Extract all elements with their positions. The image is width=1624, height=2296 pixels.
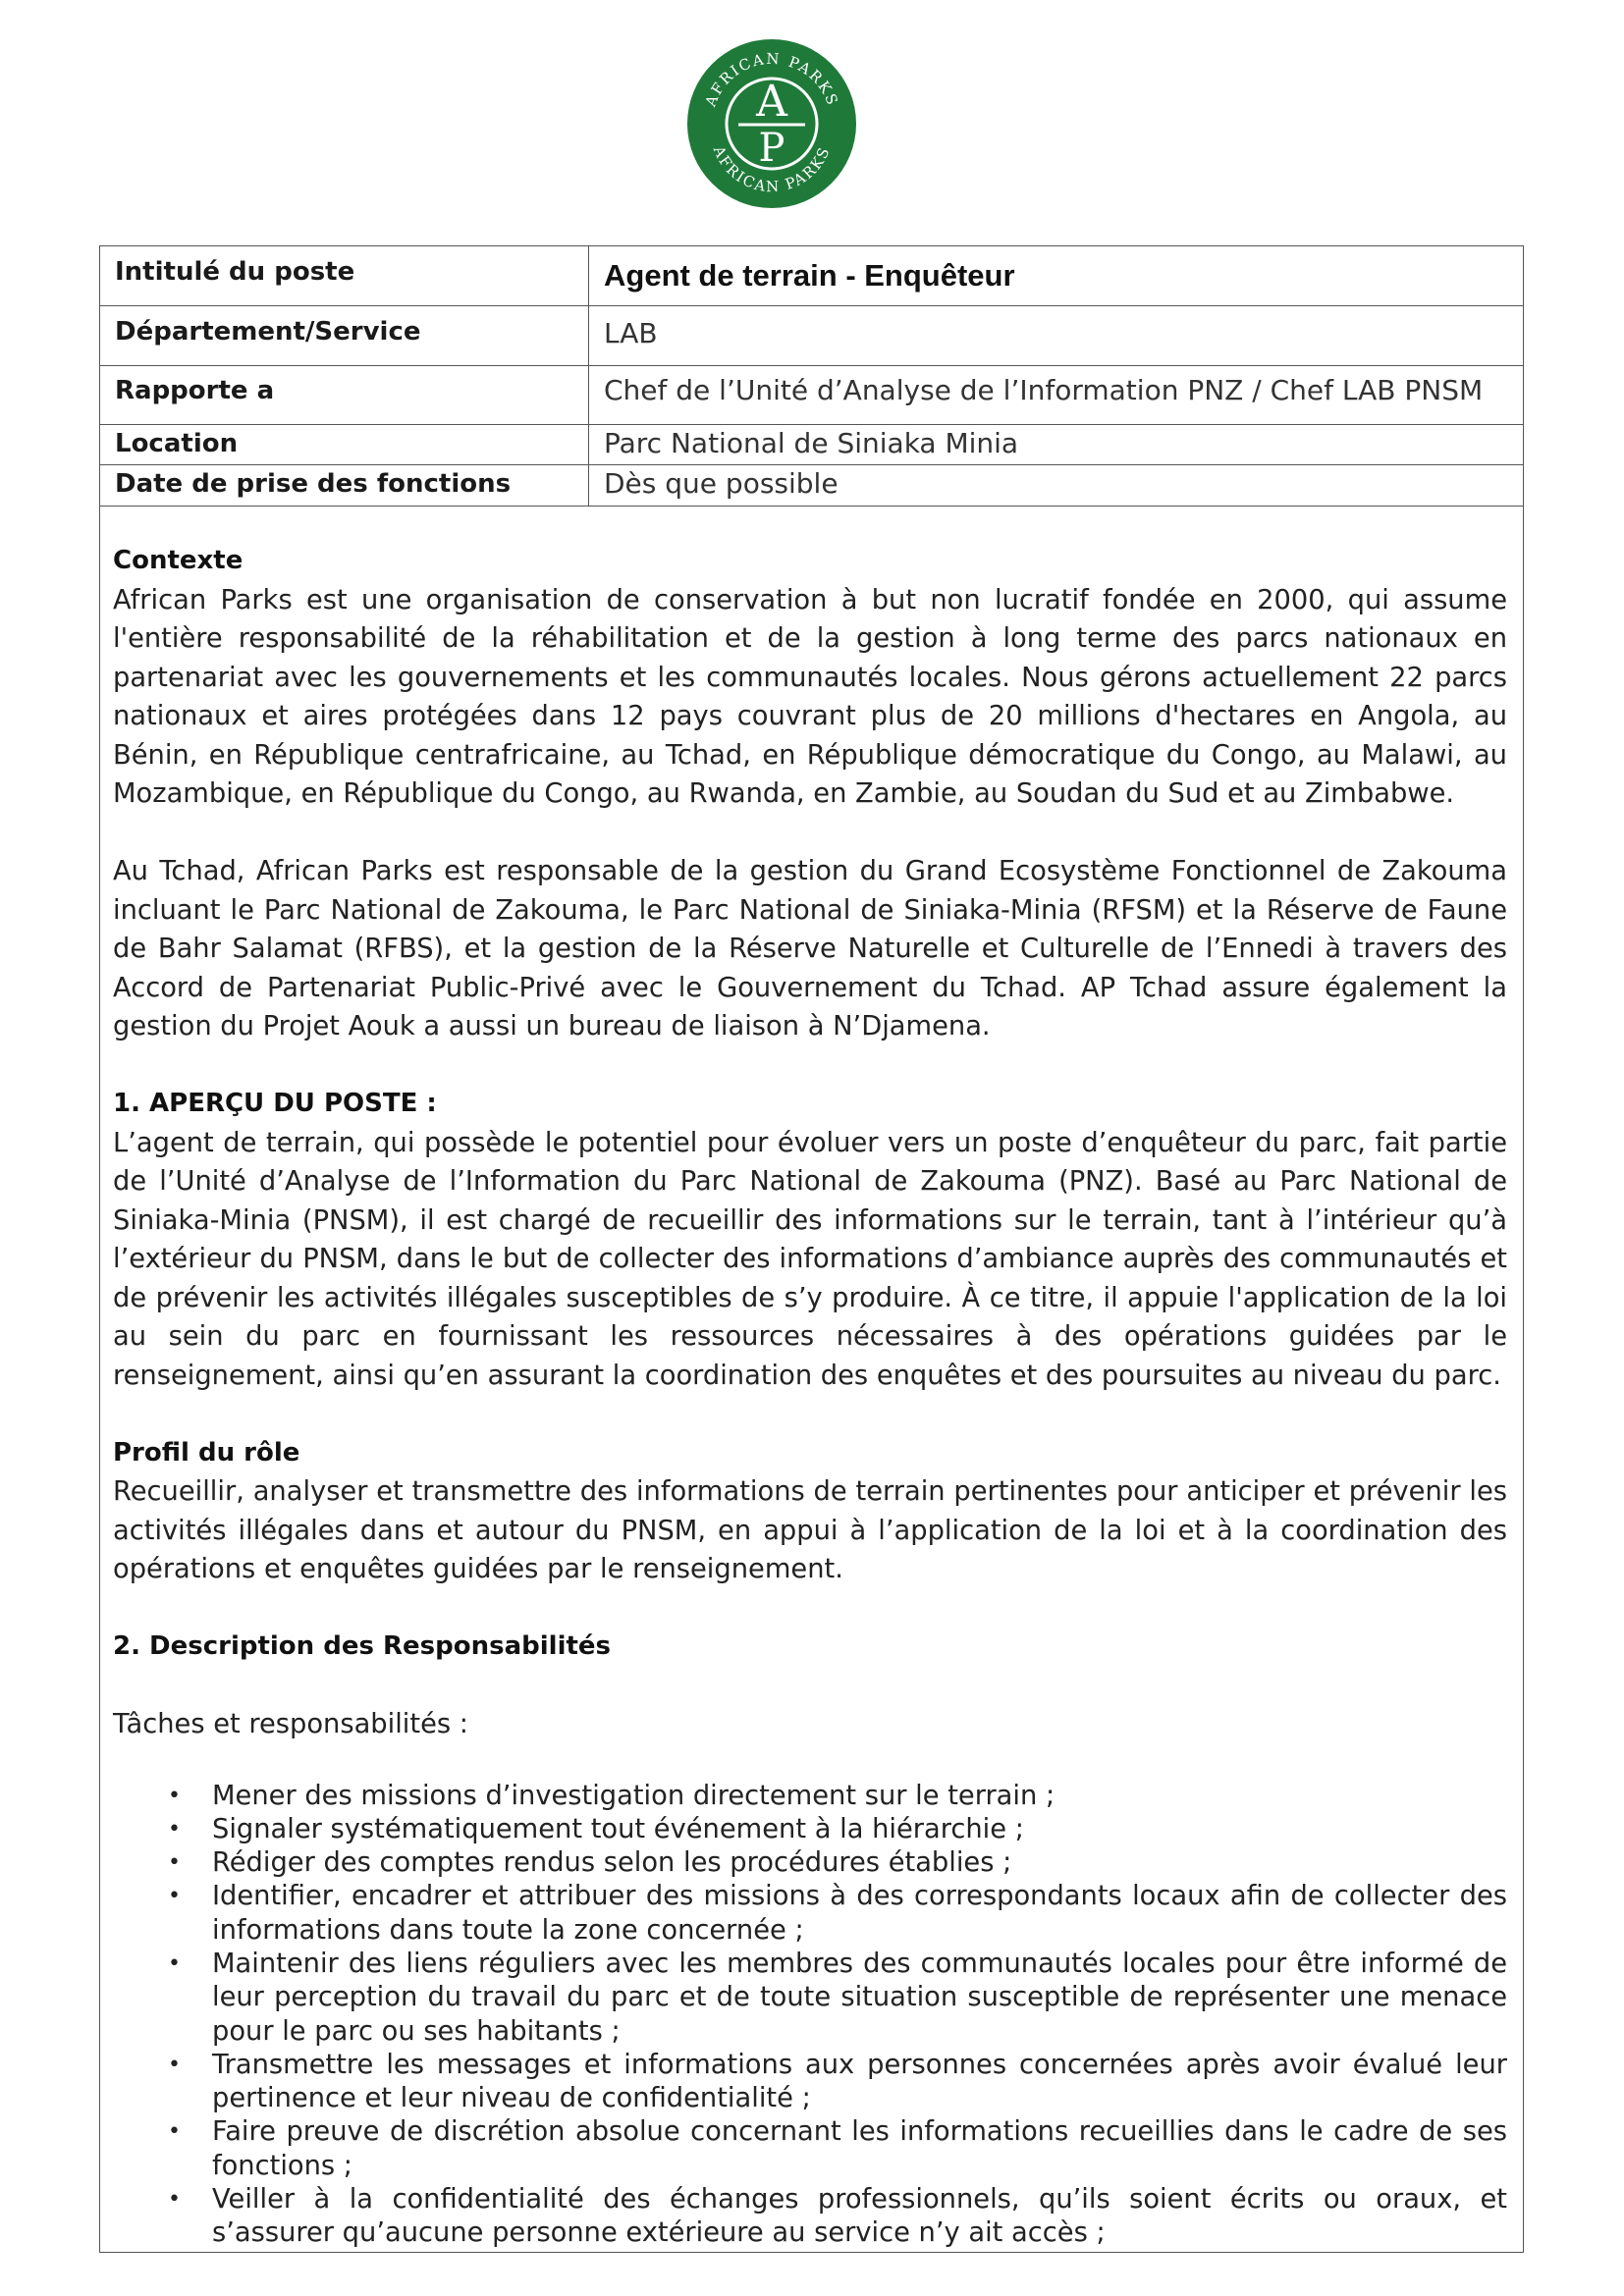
row-department — [100, 306, 1523, 366]
label-department: Département/Service — [100, 306, 589, 365]
list-item: • Mener des missions d’investigation directement sur le terrain ; — [113, 1780, 1507, 1813]
african-parks-logo — [683, 37, 860, 209]
logo-letter-p: P — [758, 126, 785, 171]
value-start-date: Dès que possible — [604, 467, 839, 500]
row-start-date — [100, 465, 1523, 507]
list-item: • Transmettre les messages et informations aux personnes concernées après avoir évalué leur pertinence et leur niveau de confidentialité ; — [168, 2049, 1507, 2114]
bullet-icon: • — [168, 1783, 181, 1808]
logo-bottom-text: AFRICAN PARKS — [709, 143, 835, 196]
bullet-icon: • — [168, 2052, 181, 2077]
task-list — [113, 1780, 1507, 2251]
list-item: • Faire preuve de discrétion absolue concernant les informations recueillies dans le cadre de ses fonctions ; — [168, 2116, 1507, 2181]
logo-top-text: AFRICAN PARKS — [701, 49, 842, 109]
list-item: • Identifier, encadrer et attribuer des missions à des correspondants locaux afin de collecter des informations dans toute la zone concernée ; — [168, 1881, 1507, 1946]
profil-heading: Profil du rôle — [113, 1437, 300, 1468]
bullet-icon: • — [168, 1850, 181, 1876]
label-job-title: Intitulé du poste — [100, 246, 589, 305]
row-location — [100, 425, 1523, 465]
list-item: • Signaler systématiquement tout événement à la hiérarchie ; — [113, 1813, 1507, 1846]
value-department: LAB — [604, 317, 658, 349]
responsabilites-heading: 2. Description des Responsabilités — [113, 1631, 612, 1661]
value-reports-to: Chef de l’Unité d’Analyse de l’Information PNZ / Chef LAB PNSM — [604, 374, 1484, 406]
apercu-paragraph: L’agent de terrain, qui possède le potentiel pour évoluer vers un poste d’enquêteur du parc, fait partie de l’Unité d’Analyse de l’Information du Parc National de Zakouma (PNZ). Basé au Parc National de Siniaka-Minia (PNSM), il est chargé de recueillir des informations sur le terrain, tant à l’intérieur qu’à l’extérieur du PNSM, dans le but de collecter des informations d’ambiance auprès des communautés et de prévenir les activités illégales susceptibles de s’y produire. À ce titre, il appuie l'application de la loi au sein du parc en fournissant les ressources nécessaires à des opérations guidées par le renseignement, ainsi qu’en assurant la coordination des enquêtes et des poursuites au niveau du parc. — [113, 1127, 1507, 1391]
document-body — [113, 542, 1507, 2251]
contexte-heading: Contexte — [113, 546, 244, 575]
list-item: • Rédiger des comptes rendus selon les procédures établies ; — [113, 1846, 1507, 1880]
label-start-date: Date de prise des fonctions — [100, 465, 589, 506]
contexte-paragraph-2: Au Tchad, African Parks est responsable de la gestion du Grand Ecosystème Fonctionnel de Zakouma incluant le Parc National de Zakouma, le Parc National de Siniaka-Minia (RFSM) et la Réserve de Faune de Bahr Salamat (RFBS), et la gestion de la Réserve Naturelle et Culturelle de l’Ennedi à travers des Accord de Partenariat Public-Privé avec le Gouvernement du Tchad. AP Tchad assure également la gestion du Projet Aouk a aussi un bureau de liaison à N’Djamena. — [113, 856, 1507, 1041]
list-item: • Maintenir des liens réguliers avec les membres des communautés locales pour être informé de leur perception du travail du parc et de toute situation susceptible de représenter une menace pour le parc ou ses habitants ; — [168, 1948, 1507, 2047]
bullet-icon: • — [168, 2187, 181, 2213]
logo-letter-a: A — [756, 77, 787, 127]
list-item: • Veiller à la confidentialité des échanges professionnels, qu’ils soient écrits ou oraux, et s’assurer qu’aucune personne extérieure au service n’y ait accès ; — [168, 2184, 1507, 2249]
bullet-icon: • — [168, 2119, 181, 2145]
contexte-paragraph-1: African Parks est une organisation de conservation à but non lucratif fondée en 2000, qui assume l'entière responsabilité de la réhabilitation et de la gestion à long terme des parcs nationaux en partenariat avec les gouvernements et les communautés locales. Nous gérons actuellement 22 parcs nationaux et aires protégées dans 12 pays couvrant plus de 20 millions d'hectares en Angola, au Bénin, en République centrafricaine, au Tchad, en République démocratique du Congo, au Malawi, au Mozambique, en République du Congo, au Rwanda, en Zambie, au Soudan du Sud et au Zimbabwe. — [113, 584, 1507, 809]
row-reports-to — [100, 366, 1523, 425]
label-location: Location — [100, 425, 589, 464]
apercu-heading: 1. APERÇU DU POSTE : — [113, 1089, 437, 1118]
profil-paragraph: Recueillir, analyser et transmettre des informations de terrain pertinentes pour anticiper et prévenir les activités illégales dans et autour du PNSM, en appui à l’application de la loi et à la coordination des opérations et enquêtes guidées par le renseignement. — [113, 1476, 1507, 1584]
value-location: Parc National de Siniaka Minia — [604, 427, 1019, 459]
value-job-title: Agent de terrain - Enquêteur — [604, 258, 1015, 293]
row-job-title — [100, 246, 1523, 306]
bullet-icon: • — [168, 1950, 181, 1976]
responsabilites-intro: Tâches et responsabilités : — [113, 1709, 468, 1739]
bullet-icon: • — [168, 1816, 181, 1842]
label-reports-to: Rapporte a — [100, 366, 589, 424]
bullet-icon: • — [168, 1884, 181, 1909]
